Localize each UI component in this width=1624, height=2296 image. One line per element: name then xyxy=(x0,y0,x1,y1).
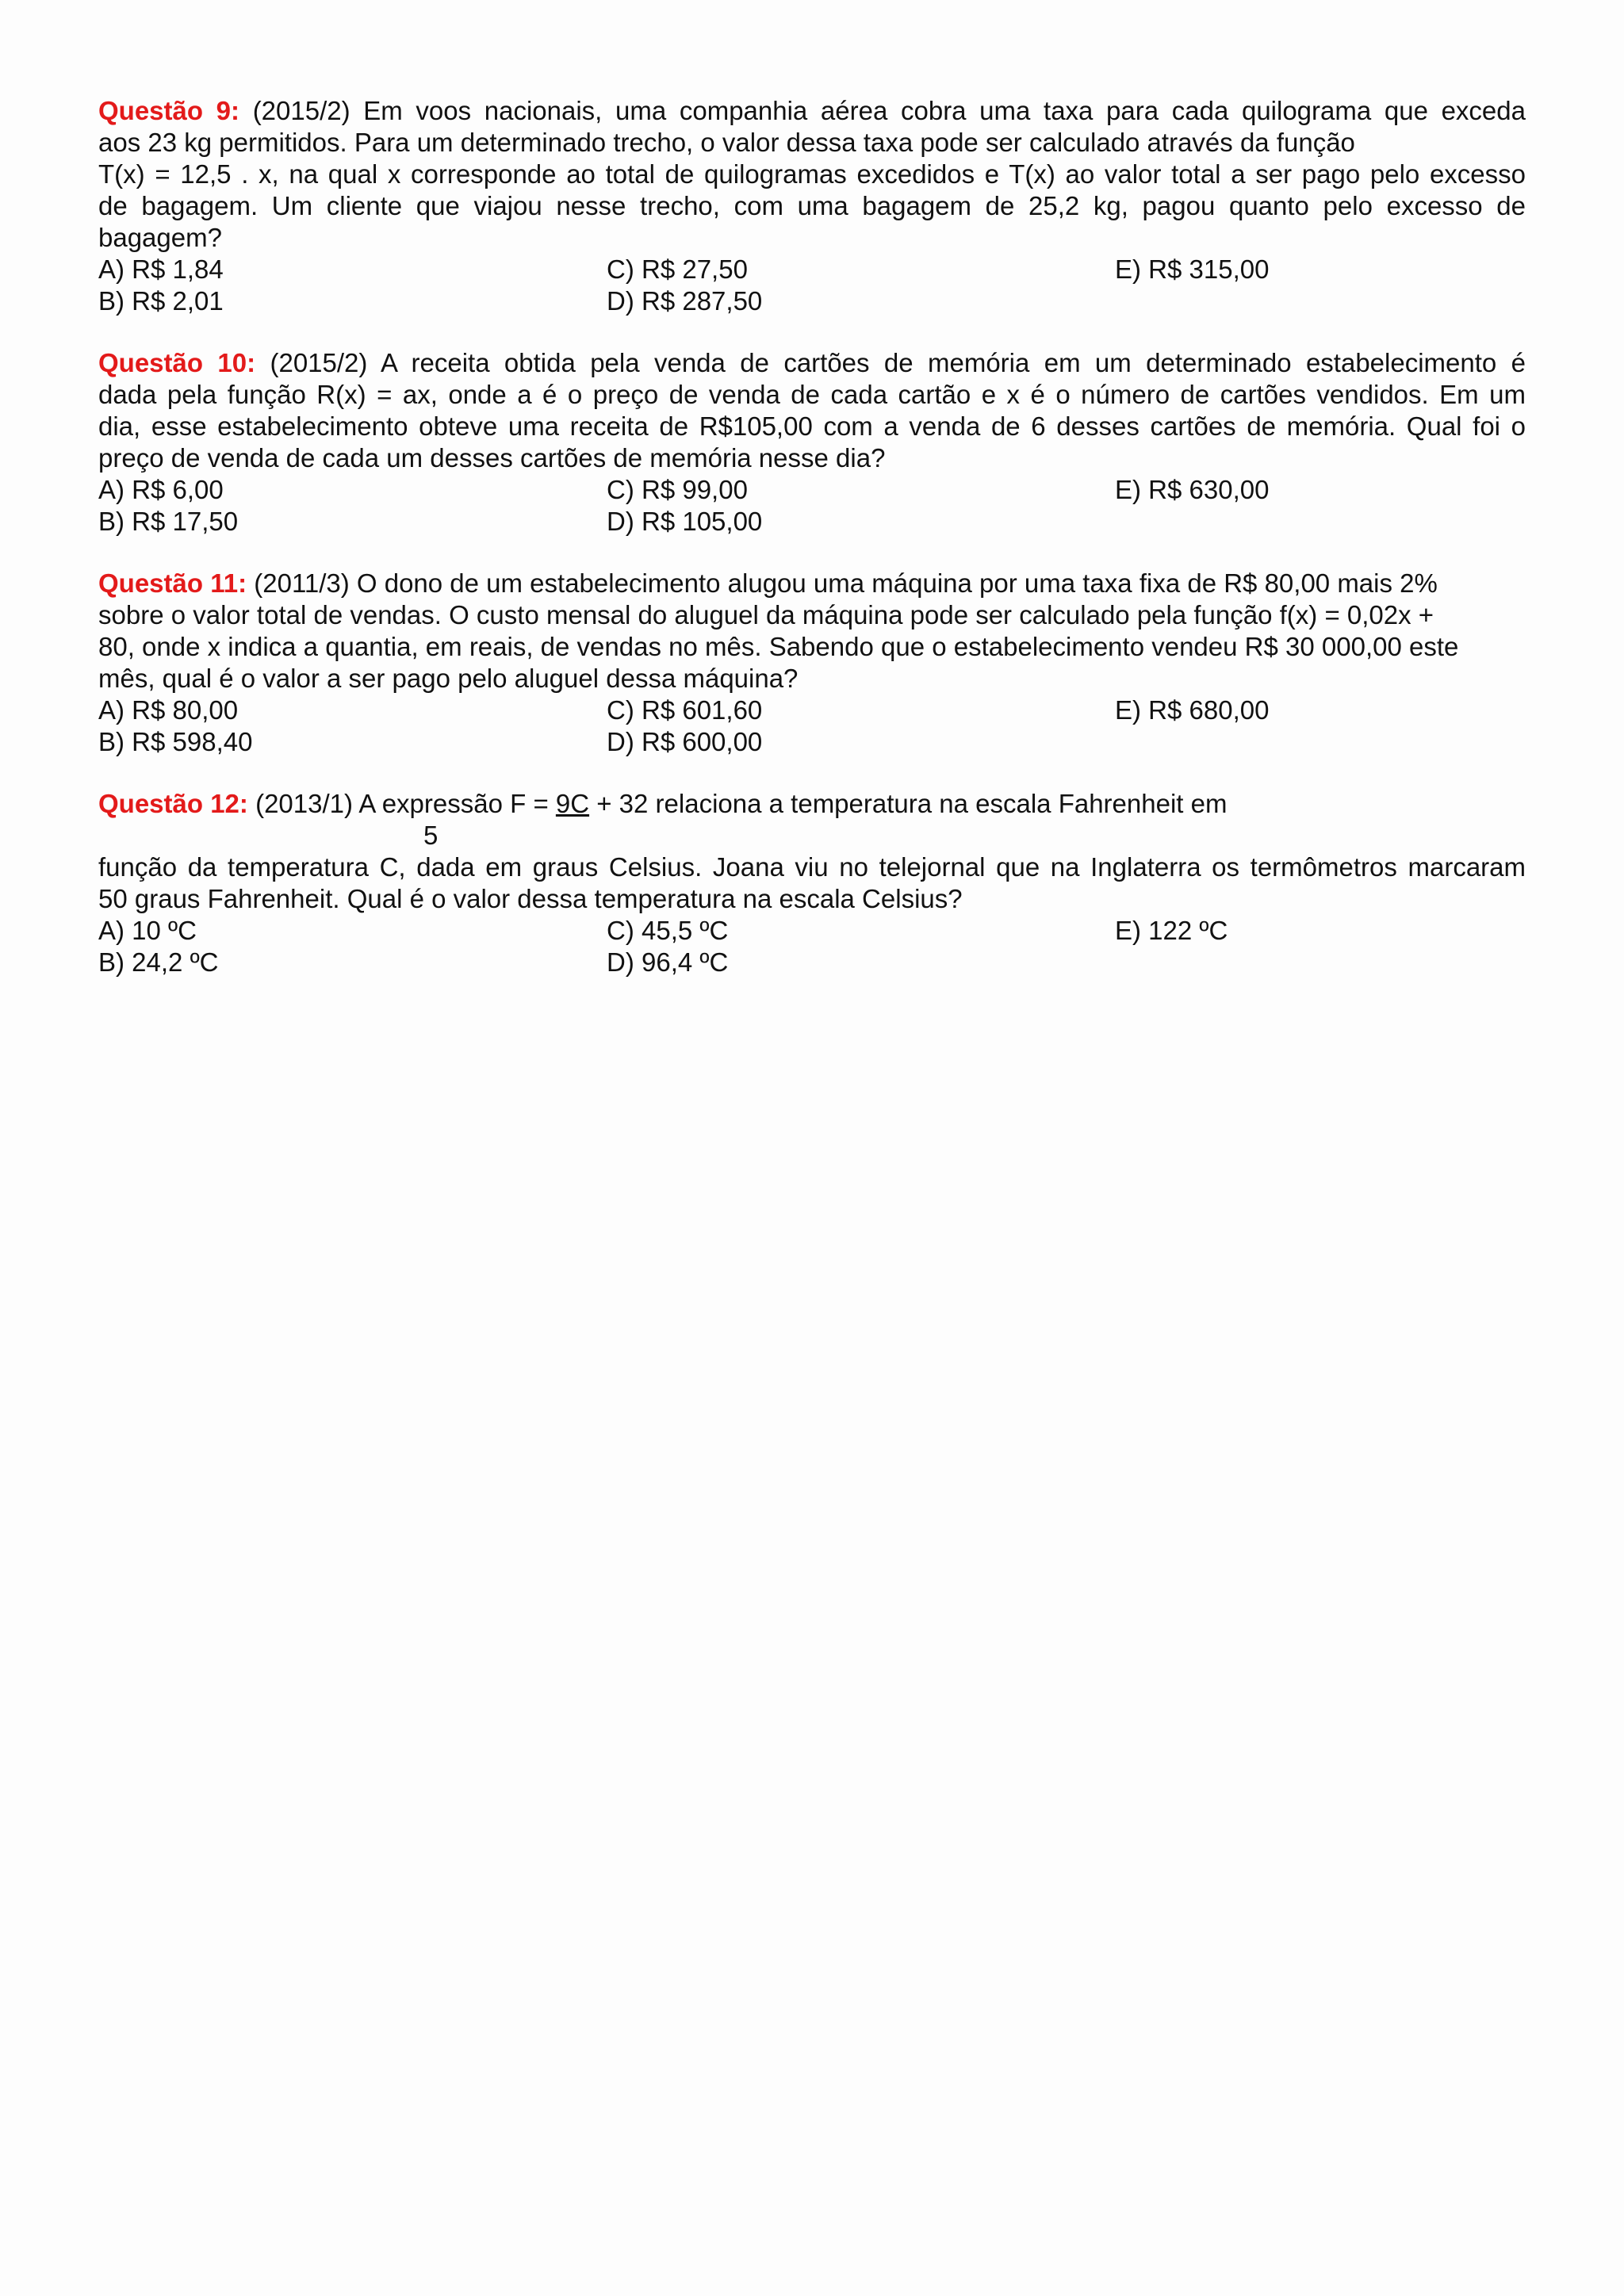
option-b: B) R$ 2,01 xyxy=(98,286,224,316)
question-9-text xyxy=(98,95,1526,254)
question-11-line-1 xyxy=(98,568,1526,599)
question-12-line-2: função da temperatura C, dada em graus Celsius. Joana viu no telejornal que na Inglaterra os termômetros marcaram xyxy=(98,852,1526,882)
question-10-label: Questão 10: xyxy=(98,348,256,377)
fraction-denominator: 5 xyxy=(423,821,439,850)
question-10-text xyxy=(98,347,1526,474)
option-b: B) 24,2 ºC xyxy=(98,947,219,977)
question-11-line-1-text: (2011/3) O dono de um estabelecimento alugou uma máquina por uma taxa fixa de R$ 80,00 mais 2% xyxy=(254,568,1438,598)
option-e: E) 122 ºC xyxy=(1115,916,1228,945)
question-12-line-1 xyxy=(98,788,1526,820)
question-9-line-2: aos 23 kg permitidos. Para um determinado trecho, o valor dessa taxa pode ser calculado através da função xyxy=(98,128,1355,157)
option-a: A) 10 ºC xyxy=(98,916,197,945)
fraction-numerator: 9C xyxy=(555,789,590,818)
option-b: B) R$ 17,50 xyxy=(98,507,239,536)
question-9-label: Questão 9: xyxy=(98,96,240,125)
option-a: A) R$ 80,00 xyxy=(98,695,239,725)
question-11-label: Questão 11: xyxy=(98,568,247,598)
option-d: D) 96,4 ºC xyxy=(607,947,729,977)
question-10 xyxy=(98,347,1526,538)
question-10-line-1 xyxy=(98,347,1526,379)
question-10-options xyxy=(98,474,1526,538)
question-11-line-3: 80, onde x indica a quantia, em reais, de vendas no mês. Sabendo que o estabelecimento vendeu R$ 30 000,00 este xyxy=(98,632,1459,661)
option-d: D) R$ 287,50 xyxy=(607,286,763,316)
option-d: D) R$ 600,00 xyxy=(607,727,763,756)
option-c: C) R$ 27,50 xyxy=(607,254,748,284)
question-9-line-4: de bagagem. Um cliente que viajou nesse trecho, com uma bagagem de 25,2 kg, pagou quanto pelo excesso de xyxy=(98,191,1526,220)
question-12-line-3: 50 graus Fahrenheit. Qual é o valor dessa temperatura na escala Celsius? xyxy=(98,884,963,913)
question-9-line-1-text: (2015/2) Em voos nacionais, uma companhia aérea cobra uma taxa para cada quilograma que exceda xyxy=(252,96,1526,125)
question-10-line-2: dada pela função R(x) = ax, onde a é o preço de venda de cada cartão e x é o número de cartões vendidos. Em um xyxy=(98,380,1526,409)
question-12-label: Questão 12: xyxy=(98,789,248,818)
option-c: C) 45,5 ºC xyxy=(607,916,729,945)
option-b: B) R$ 598,40 xyxy=(98,727,253,756)
question-11 xyxy=(98,568,1526,758)
question-11-line-2: sobre o valor total de vendas. O custo mensal do aluguel da máquina pode ser calculado pela função f(x) = 0,02x + xyxy=(98,600,1434,629)
option-e: E) R$ 630,00 xyxy=(1115,475,1270,504)
question-9-line-1 xyxy=(98,95,1526,127)
question-9-line-5: bagagem? xyxy=(98,223,222,252)
question-11-text xyxy=(98,568,1526,695)
question-12-intro: (2013/1) A expressão F = xyxy=(255,789,556,818)
question-12-intro-rest: + 32 relaciona a temperatura na escala Fahrenheit em xyxy=(589,789,1228,818)
question-9-line-3: T(x) = 12,5 . x, na qual x corresponde ao total de quilogramas excedidos e T(x) ao valor total a ser pago pelo excesso xyxy=(98,159,1526,189)
question-12-options xyxy=(98,915,1526,978)
question-12 xyxy=(98,788,1526,978)
question-9 xyxy=(98,95,1526,317)
question-10-line-3: dia, esse estabelecimento obteve uma receita de R$105,00 com a venda de 6 desses cartões de memória. Qual foi o xyxy=(98,411,1526,441)
option-c: C) R$ 601,60 xyxy=(607,695,763,725)
option-e: E) R$ 680,00 xyxy=(1115,695,1270,725)
option-a: A) R$ 6,00 xyxy=(98,475,224,504)
question-11-line-4: mês, qual é o valor a ser pago pelo aluguel dessa máquina? xyxy=(98,664,799,693)
exercise-sheet xyxy=(98,95,1526,1008)
question-10-line-4: preço de venda de cada um desses cartões de memória nesse dia? xyxy=(98,443,886,473)
question-9-options xyxy=(98,254,1526,317)
option-d: D) R$ 105,00 xyxy=(607,507,763,536)
question-11-options xyxy=(98,695,1526,758)
question-10-line-1-text: (2015/2) A receita obtida pela venda de cartões de memória em um determinado estabelecimento é xyxy=(270,348,1526,377)
question-12-text xyxy=(98,788,1526,915)
option-a: A) R$ 1,84 xyxy=(98,254,224,284)
option-c: C) R$ 99,00 xyxy=(607,475,748,504)
option-e: E) R$ 315,00 xyxy=(1115,254,1270,284)
